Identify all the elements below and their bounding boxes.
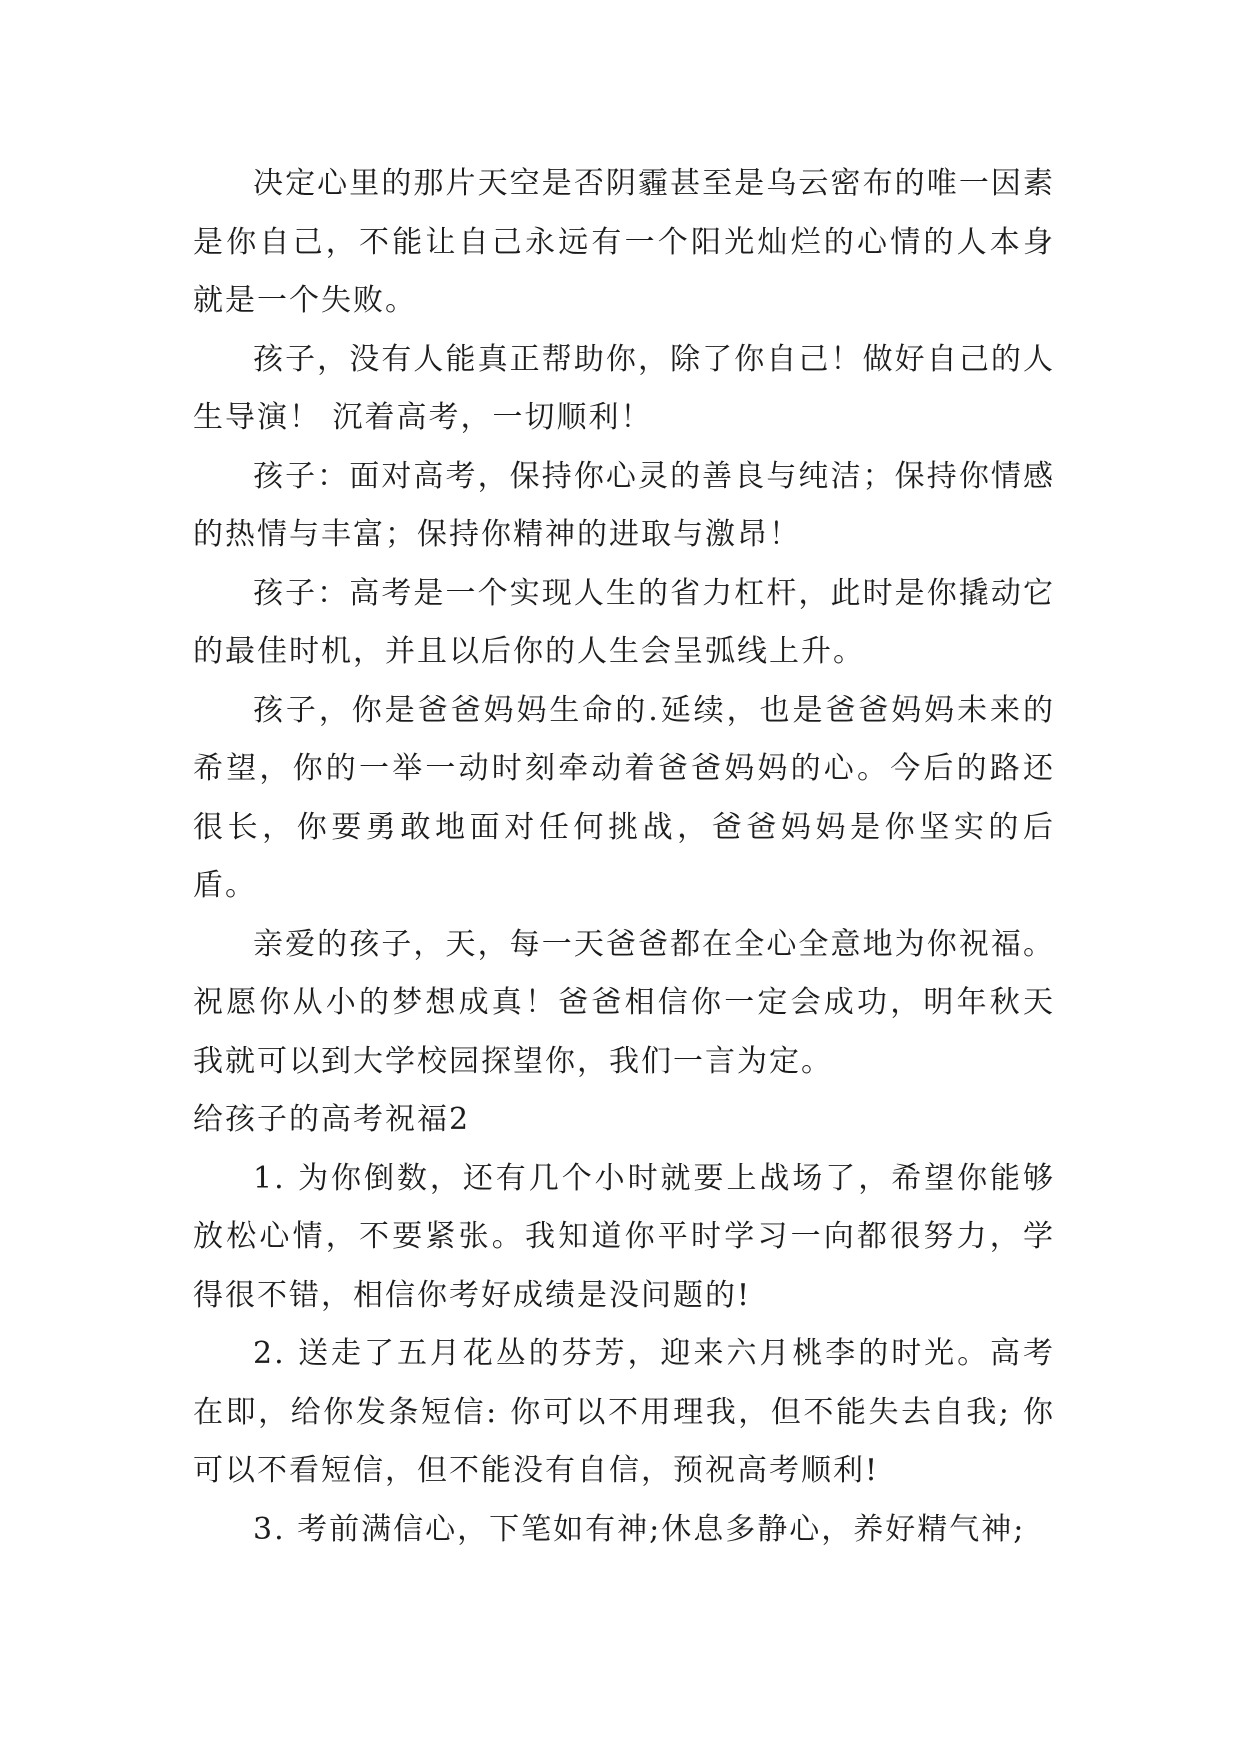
paragraph: 孩子：面对高考，保持你心灵的善良与纯洁；保持你情感的热情与丰富；保持你精神的进取与激昂！ (193, 458, 1055, 552)
document-body (193, 155, 1055, 1559)
paragraph: 1. 为你倒数，还有几个小时就要上战场了，希望你能够放松心情，不要紧张。我知道你平时学习一向都很努力，学得很不错，相信你考好成绩是没问题的! (193, 1160, 1055, 1313)
section-heading: 给孩子的高考祝福2 (193, 1102, 471, 1137)
paragraph: 孩子，你是爸爸妈妈生命的.延续，也是爸爸妈妈未来的希望，你的一举一动时刻牵动着爸爸妈妈的心。今后的路还很长，你要勇敢地面对任何挑战，爸爸妈妈是你坚实的后盾。 (193, 692, 1055, 903)
paragraph: 3. 考前满信心，下笔如有神;休息多静心，养好精气神; (253, 1511, 1026, 1547)
paragraph: 孩子：高考是一个实现人生的省力杠杆，此时是你撬动它的最佳时机，并且以后你的人生会呈弧线上升。 (193, 575, 1055, 669)
paragraph: 2. 送走了五月花丛的芬芳，迎来六月桃李的时光。高考在即，给你发条短信: 你可以不用理我，但不能失去自我; 你可以不看短信，但不能没有自信，预祝高考顺利! (193, 1336, 1055, 1488)
paragraph: 孩子，没有人能真正帮助你，除了你自己！做好自己的人生导演！ 沉着高考，一切顺利！ (193, 341, 1055, 435)
paragraph: 亲爱的孩子，天，每一天爸爸都在全心全意地为你祝福。祝愿你从小的梦想成真！爸爸相信你一定会成功，明年秋天我就可以到大学校园探望你，我们一言为定。 (193, 926, 1055, 1079)
paragraph: 决定心里的那片天空是否阴霾甚至是乌云密布的唯一因素是你自己，不能让自己永远有一个阳光灿烂的心情的人本身就是一个失败。 (193, 166, 1055, 318)
